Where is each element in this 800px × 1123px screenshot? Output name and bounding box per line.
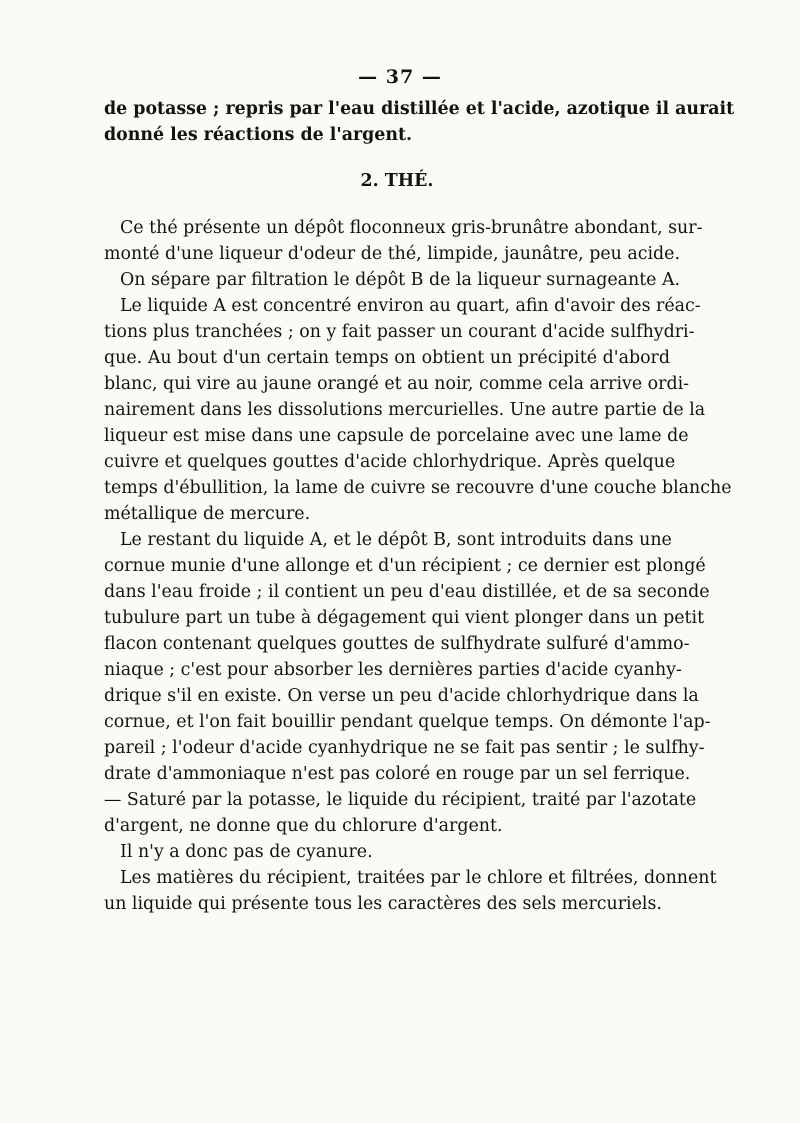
- text-line: niaque ; c'est pour absorber les dernières parties d'acide cyanhy-: [104, 660, 682, 680]
- text-line: tubulure part un tube à dégagement qui vient plonger dans un petit: [104, 608, 705, 628]
- text-line: monté d'une liqueur d'odeur de thé, limpide, jaunâtre, peu acide.: [104, 244, 680, 264]
- text-line: cuivre et quelques gouttes d'acide chlorhydrique. Après quelque: [104, 452, 676, 472]
- text-line: Les matières du récipient, traitées par le chlore et filtrées, donnent: [120, 868, 717, 888]
- text-line: que. Au bout d'un certain temps on obtient un précipité d'abord: [104, 348, 670, 368]
- text-line: On sépare par filtration le dépôt B de la liqueur surnageante A.: [120, 270, 681, 290]
- text-line: drique s'il en existe. On verse un peu d'acide chlorhydrique dans la: [104, 686, 699, 706]
- text-line: — Saturé par la potasse, le liquide du récipient, traité par l'azotate: [104, 790, 697, 810]
- text-line: liqueur est mise dans une capsule de porcelaine avec une lame de: [104, 426, 689, 446]
- text-line: cornue, et l'on fait bouillir pendant quelque temps. On démonte l'ap-: [104, 712, 711, 732]
- text-line: nairement dans les dissolutions mercurielles. Une autre partie de la: [104, 400, 706, 420]
- text-line: d'argent, ne donne que du chlorure d'argent.: [104, 816, 503, 836]
- text-line: métallique de mercure.: [104, 504, 311, 524]
- text-line: tions plus tranchées ; on y fait passer un courant d'acide sulfhydri-: [104, 322, 695, 342]
- text-line: un liquide qui présente tous les caractères des sels mercuriels.: [104, 894, 662, 914]
- text-line: flacon contenant quelques gouttes de sulfhydrate sulfuré d'ammo-: [104, 634, 690, 654]
- text-line: dans l'eau froide ; il contient un peu d'eau distillée, et de sa seconde: [104, 582, 710, 602]
- page-number: — 37 —: [358, 66, 442, 88]
- text-line: blanc, qui vire au jaune orangé et au noir, comme cela arrive ordi-: [104, 374, 690, 394]
- text-line: temps d'ébullition, la lame de cuivre se recouvre d'une couche blanche: [104, 478, 732, 498]
- text-line: Le restant du liquide A, et le dépôt B, sont introduits dans une: [120, 530, 672, 550]
- text-line: Ce thé présente un dépôt floconneux gris-brunâtre abondant, sur-: [120, 218, 703, 238]
- section-heading: 2. THÉ.: [360, 171, 434, 191]
- text-line: Il n'y a donc pas de cyanure.: [120, 842, 373, 862]
- text-line: Le liquide A est concentré environ au quart, afin d'avoir des réac-: [120, 296, 701, 316]
- page-body: [104, 96, 735, 917]
- text-line: drate d'ammoniaque n'est pas coloré en rouge par un sel ferrique.: [104, 764, 691, 784]
- text-line: de potasse ; repris par l'eau distillée et l'acide, azotique il aurait: [104, 99, 735, 119]
- text-line: donné les réactions de l'argent.: [104, 125, 413, 145]
- text-line: pareil ; l'odeur d'acide cyanhydrique ne se fait pas sentir ; le sulfhy-: [104, 738, 705, 758]
- text-line: cornue munie d'une allonge et d'un récipient ; ce dernier est plongé: [104, 556, 706, 576]
